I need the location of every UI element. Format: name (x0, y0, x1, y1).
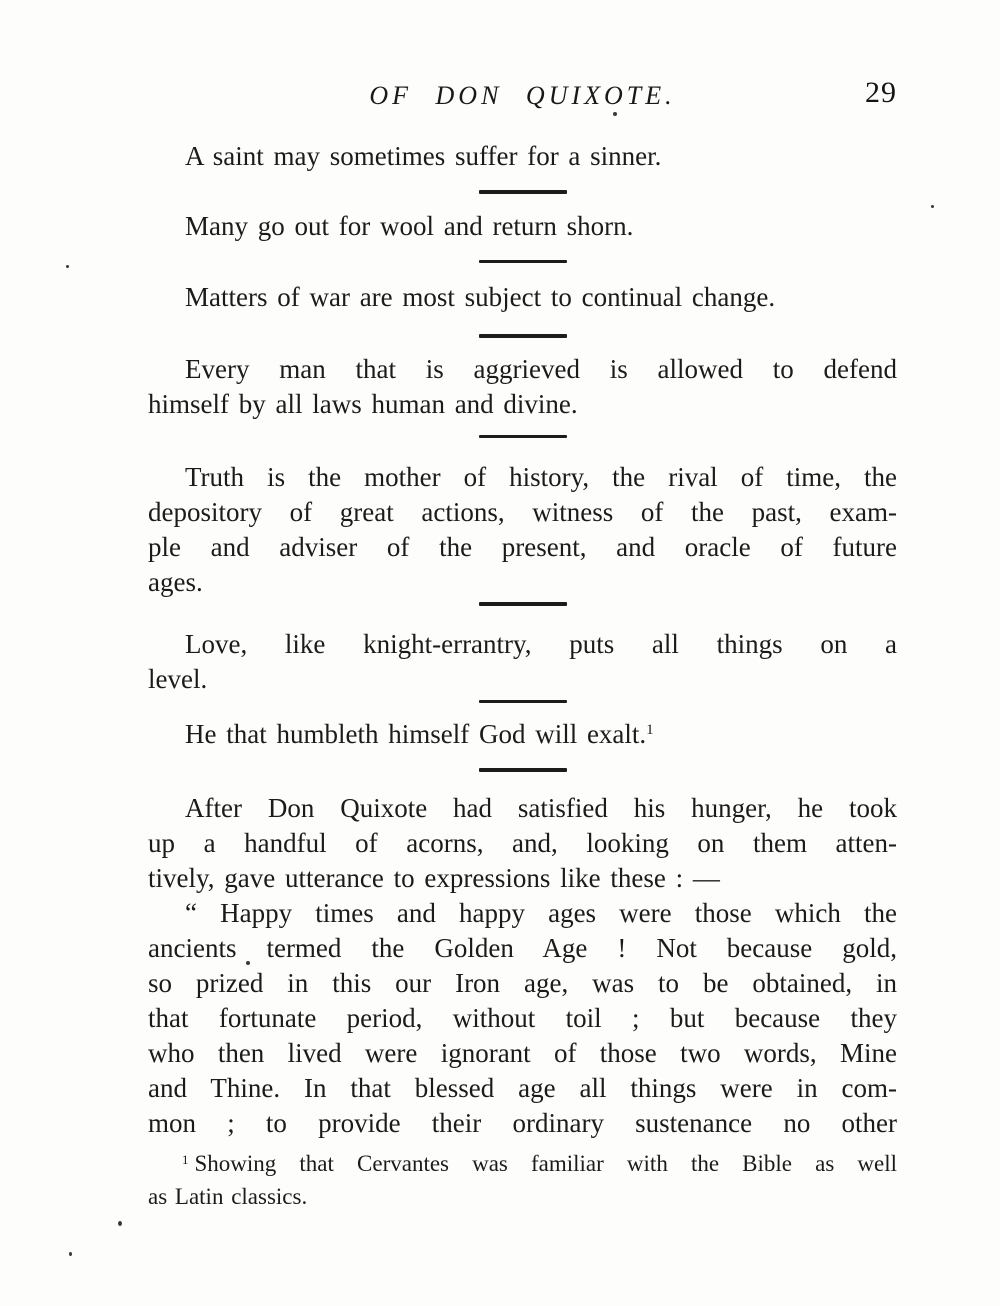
footnote-reference: 1 (646, 722, 654, 738)
text-line: so prized in this our Iron age, was to be obtained, in (148, 967, 897, 998)
aphorism (148, 209, 897, 244)
text-line: who then lived were ignorant of those two words, Mine (148, 1037, 897, 1068)
text-line: ages. (148, 567, 203, 597)
footnote-text: Showing that Cervantes was familiar with the Bible as well (194, 1150, 897, 1176)
aphorism (148, 280, 897, 315)
paragraph (148, 791, 897, 896)
paragraph (148, 896, 897, 1141)
footnote-marker: 1 (182, 1151, 189, 1167)
text-line: and Thine. In that blessed age all things were in com- (148, 1072, 897, 1103)
section-divider (479, 768, 567, 772)
section-divider (479, 190, 567, 194)
text-line: Many go out for wool and return shorn. (185, 210, 634, 241)
text-line: tively, gave utterance to expressions like these : — (148, 862, 720, 893)
text-line: up a handful of acorns, and, looking on them atten- (148, 827, 897, 858)
text-line: ancients termed the Golden Age ! Not because gold, (148, 932, 897, 963)
aphorism-text: He that humbleth himself God will exalt. (185, 719, 647, 749)
scan-speck (66, 265, 69, 268)
text-line: mon ; to provide their ordinary sustenance no other (148, 1107, 897, 1138)
text-line: as Latin classics. (148, 1183, 308, 1209)
section-divider (479, 700, 567, 704)
text-line: Love, like knight-errantry, puts all things on a (185, 628, 897, 659)
text-line: Truth is the mother of history, the rival of time, the (185, 462, 897, 492)
text-line: that fortunate period, without toil ; but because they (148, 1002, 897, 1033)
text-line: After Don Quixote had satisfied his hunger, he took (185, 792, 897, 823)
text-line: “ Happy times and happy ages were those which the (185, 897, 897, 928)
text-line: level. (148, 663, 208, 694)
section-divider (479, 435, 567, 439)
scan-speck (118, 1221, 122, 1226)
section-divider (479, 602, 567, 606)
section-divider (479, 260, 567, 264)
page-number: 29 (865, 76, 897, 109)
text-line (148, 717, 897, 752)
text-line: A saint may sometimes suffer for a sinner. (185, 141, 662, 171)
footnote (148, 1147, 897, 1213)
text-line (148, 1147, 897, 1180)
page-title: OF DON QUIXOTE. (369, 81, 676, 110)
text-line: depository of great actions, witness of the past, exam- (148, 497, 897, 527)
text-line: ple and adviser of the present, and oracle of future (148, 532, 897, 562)
aphorism (148, 139, 897, 174)
scan-speck (931, 205, 934, 208)
aphorism (148, 717, 897, 752)
scan-speck (69, 1252, 72, 1256)
aphorism (148, 352, 897, 422)
aphorism (148, 460, 897, 600)
running-header (148, 78, 897, 114)
aphorism (148, 627, 897, 697)
text-block (148, 78, 897, 1213)
text-line: Every man that is aggrieved is allowed to defend (185, 353, 897, 384)
text-line: himself by all laws human and divine. (148, 388, 578, 419)
text-line: Matters of war are most subject to continual change. (185, 282, 776, 312)
section-divider (479, 334, 567, 338)
